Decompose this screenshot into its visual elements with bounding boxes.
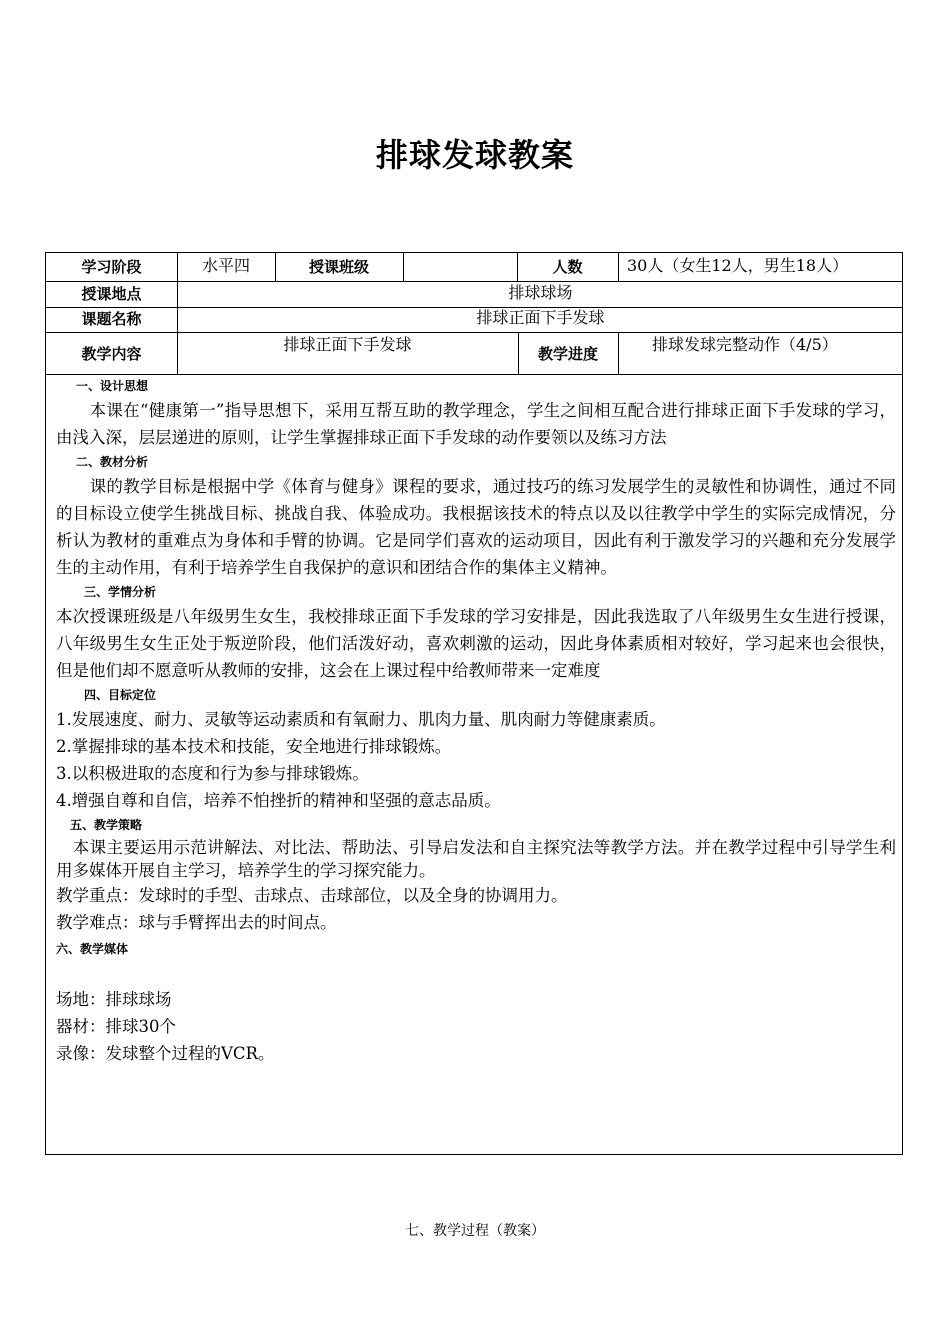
media-item: 录像：发球整个过程的VCR。 — [56, 1044, 275, 1063]
goal-item: 2.掌握排球的基本技术和技能，安全地进行排球锻炼。 — [56, 737, 452, 756]
material-text: 课的教学目标是根据中学《体育与健身》课程的要求，通过技巧的练习发展学生的灵敏性和协调性，通过不同的目标设立使学生挑战目标、挑战自我、体验成功。我根据该技术的特点以及以往教学中学生的实际完成情况，分析认为教材的重难点为身体和手臂的协调。它是同学们喜欢的运动项目，因此有利于激发学习的兴趣和充分发展学生的主动作用，有利于培养学生自我保护的意识和团结合作的集体主义精神。 — [56, 477, 896, 577]
next-section-heading: 七、教学过程（教案） — [405, 1223, 545, 1239]
content-value: 排球正面下手发球 — [283, 335, 412, 354]
section-heading-students: 三、学情分析 — [84, 585, 157, 599]
topic-label: 课题名称 — [81, 310, 142, 328]
col-divider — [618, 253, 619, 281]
topic-value: 排球正面下手发球 — [476, 308, 605, 327]
design-text: 本课在“健康第一”指导思想下，采用互帮互助的教学理念，学生之间相互配合进行排球正面下手发球的学习，由浅入深，层层递进的原则，让学生掌握排球正面下手发球的动作要领以及练习方法 — [56, 401, 896, 447]
lesson-body — [56, 375, 896, 1067]
students-text: 本次授课班级是八年级男生女生，我校排球正面下手发球的学习安排是，因此我选取了八年级男生女生进行授课，八年级男生女生正处于叛逆阶段，他们活泼好动，喜欢刺激的运动，因此身体素质相对较好，学习起来也会很快，但是他们却不愿意听从教师的安排，这会在上课过程中给教师带来一定难度 — [56, 607, 896, 680]
progress-label: 教学进度 — [537, 345, 598, 363]
section-heading-goals: 四、目标定位 — [84, 688, 157, 702]
col-divider — [403, 253, 404, 281]
location-label: 授课地点 — [81, 285, 142, 303]
strategy-text: 本课主要运用示范讲解法、对比法、帮助法、引导启发法和自主探究法等教学方法。并在教学过程中引导学生利用多媒体开展自主学习，培养学生的学习探究能力。 — [56, 838, 896, 880]
goal-item: 3.以积极进取的态度和行为参与排球锻炼。 — [56, 764, 369, 783]
col-divider — [618, 332, 619, 374]
section-heading-material: 二、教材分析 — [76, 455, 149, 469]
goal-item: 1.发展速度、耐力、灵敏等运动素质和有氧耐力、肌肉力量、肌肉耐力等健康素质。 — [56, 710, 666, 729]
media-item: 器材：排球30个 — [56, 1017, 176, 1036]
section-heading-design: 一、设计思想 — [76, 379, 149, 393]
content-label: 教学内容 — [81, 345, 142, 363]
goal-item: 4.增强自尊和自信，培养不怕挫折的精神和坚强的意志品质。 — [56, 791, 501, 810]
count-value: 30人（女生12人，男生18人） — [627, 256, 849, 275]
stage-value: 水平四 — [201, 256, 250, 275]
section-heading-media: 六、教学媒体 — [56, 942, 129, 956]
lesson-plan-table — [45, 252, 903, 1155]
difficulty-point: 教学难点：球与手臂挥出去的时间点。 — [56, 913, 337, 932]
location-value: 排球球场 — [508, 283, 573, 302]
key-point: 教学重点：发球时的手型、击球点、击球部位，以及全身的协调用力。 — [56, 886, 568, 905]
stage-label: 学习阶段 — [81, 258, 142, 276]
row-divider — [46, 332, 902, 333]
document-title: 排球发球教案 — [375, 136, 574, 174]
class-label: 授课班级 — [308, 258, 369, 276]
media-item: 场地：排球球场 — [56, 990, 172, 1009]
count-label: 人数 — [552, 258, 583, 276]
progress-value: 排球发球完整动作（4/5） — [652, 335, 838, 354]
section-heading-strategy: 五、教学策略 — [70, 818, 143, 832]
